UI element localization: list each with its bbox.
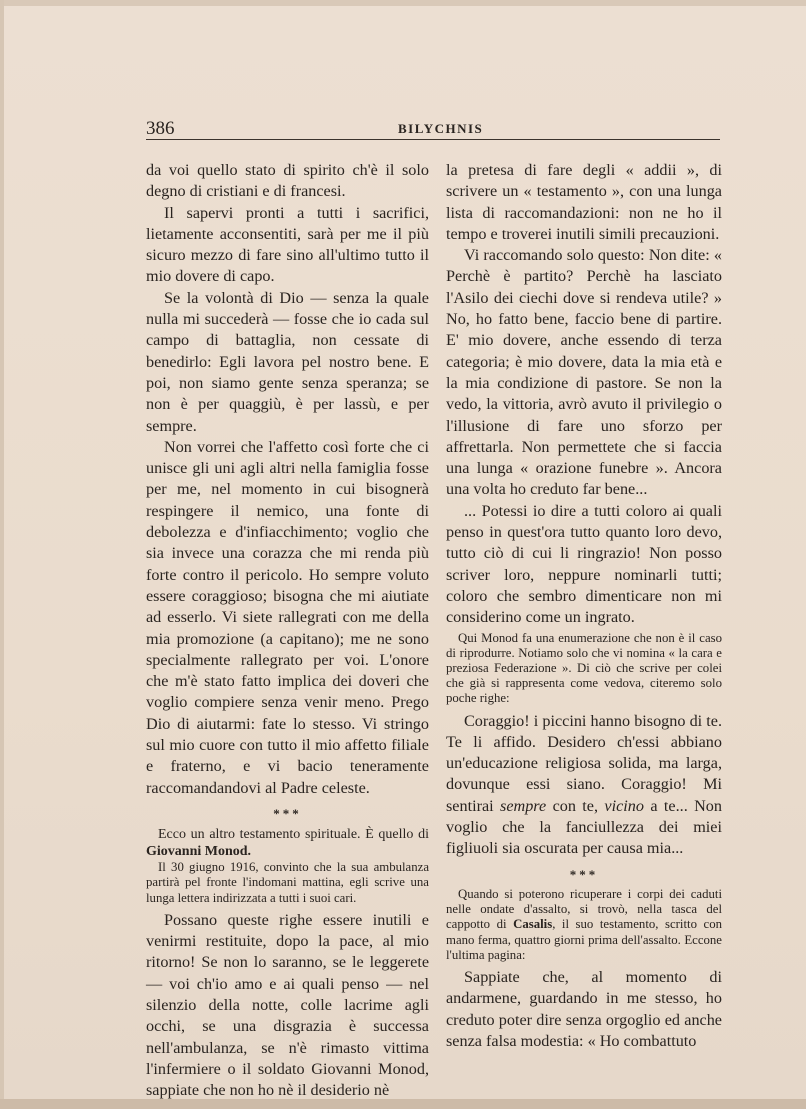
text-run: Quando si poterono ricuperare i corpi dei caduti nelle ondate d'assalto, si trovò, nella tasca del cappotto di <box>446 886 722 932</box>
note-name: Casalis <box>513 917 553 932</box>
note-lead <box>146 826 429 860</box>
text-run: Coraggio! i piccini hanno bisogno di te. Te li affido. Desidero ch'essi abbiano un'educazione religiosa solida, ma larga, dovunque essi siano. Coraggio! Mi sentirai <box>446 711 722 815</box>
right-column <box>446 160 722 1052</box>
paragraph: Sappiate che, al momento di andarmene, guardando in me stesso, ho creduto poter dire senza orgoglio ed anche senza falsa modestia: « Ho combattuto <box>446 967 722 1050</box>
note-body: Il 30 giugno 1916, convinto che la sua ambulanza partirà pel fronte l'indomani mattina, egli scrive una lunga lettera indirizzata a tutti i suoi cari. <box>146 860 429 905</box>
text-run: con te, <box>546 796 605 815</box>
section-separator: *** <box>569 866 599 882</box>
paragraph: Il sapervi pronti a tutti i sacrifici, lietamente acconsentiti, sarà per me il più sicuro mezzo di fare sino all'ultimo tutto il mio dovere di capo. <box>146 203 429 286</box>
running-title: BILYCHNIS <box>398 121 484 136</box>
left-column <box>146 160 429 1101</box>
paragraph: da voi quello stato di spirito ch'è il solo degno di cristiani e di francesi. <box>146 161 429 201</box>
note-lead-name: Giovanni Monod. <box>146 844 252 860</box>
paragraph: Se la volontà di Dio — senza la quale nulla mi succederà — fosse che io cada sul campo di battaglia, non cessate di benedirlo: Egli lavora pel nostro bene. E poi, non siamo gente senza speranza; se non è per quaggiù, è per lassù, e per sempre. <box>146 288 429 435</box>
text-run: , il suo testamento, scritto con mano ferma, quattro giorni prima dell'assalto. Eccone l'ultima pagina: <box>446 917 722 962</box>
italic-word: vicino <box>604 796 644 815</box>
note-body: Qui Monod fa una enumerazione che non è il caso di riprodurre. Notiamo solo che vi nomina « la cara e preziosa Federazione ». Di ciò che scrive per colei che già si rappresenta come vedova, citeremo solo poche righe: <box>446 630 722 706</box>
editorial-note <box>446 887 722 963</box>
paragraph: Possano queste righe essere inutili e venirmi restituite, dopo la pace, al mio ritorno! Se non lo saranno, se le leggerete — voi ch'io amo e ai quali penso — nel silenzio della notte, colle lacrime agli occhi, se una disgrazia è successa nell'ambulanza, se n'è rimasto vittima l'infermiere o il soldato Giovanni Monod, sappiate che non ho nè il desiderio nè <box>146 910 429 1100</box>
editorial-note <box>446 631 722 707</box>
section-separator: *** <box>273 805 302 821</box>
header-rule <box>146 139 720 140</box>
note-body <box>446 887 722 963</box>
paragraph: Non vorrei che l'affetto così forte che ci unisce gli uni agli altri nella famiglia fosse per me, nel momento in cui bisognerà respingere il nemico, una fonte di debolezza e d'infiacchimento; voglio che sia invece una corazza che mi renda più forte contro il pericolo. Ho sempre voluto essere coraggioso; bisogna che mi aiutiate ad esserlo. Vi siete rallegrati con me della mia promozione (a capitano); me ne sono specialmente rallegrato per voi. L'onore che m'è stato fatto implica dei doveri che voglio compiere senza venir meno. Prego Dio di aiutarmi: fate lo stesso. Vi stringo sul mio cuore con tutto il mio affetto filiale e fraterno, e vi bacio teneramente raccomandandovi al Padre celeste. <box>146 437 429 797</box>
paragraph <box>446 711 722 860</box>
note-lead-text: Ecco un altro testamento spirituale. È quello di <box>158 827 429 843</box>
paragraph: ... Potessi io dire a tutti coloro ai quali penso in quest'ora tutto quanto loro devo, tutto ciò di cui li ringrazio! Non posso scriver loro, neppure nominarli tutti; coloro che sembro dimenticare non mi considerino come un ingrato. <box>446 501 722 627</box>
page-number: 386 <box>146 118 175 139</box>
paragraph: Vi raccomando solo questo: Non dite: « Perchè è partito? Perchè ha lasciato l'Asilo dei ciechi dove si rendeva utile? » No, ho fatto bene, faccio bene di partire. E' mio dovere, anche essendo di terza categoria; è mio dovere, data la mia età e la mia condizione di pastore. Se non la vedo, la vittoria, avrò avuto il privilegio o l'illusione di fare uno sforzo per affrettarla. Non permettete che si faccia una lunga « orazione funebre ». Ancora una volta ho creduto far bene... <box>446 246 722 499</box>
page-top-edge <box>0 0 806 6</box>
italic-word: sempre <box>500 796 547 815</box>
page-header <box>146 112 720 142</box>
editorial-note <box>146 826 429 906</box>
paragraph: la pretesa di fare degli « addii », di scrivere un « testamento », con una lunga lista di raccomandazioni: non ne ho il tempo e troverei inutili simili precauzioni. <box>446 161 722 243</box>
page-left-edge <box>0 0 4 1109</box>
text-run: a te... Non voglio che la fanciullezza dei miei figliuoli sia oscurata per causa mia... <box>446 796 722 858</box>
